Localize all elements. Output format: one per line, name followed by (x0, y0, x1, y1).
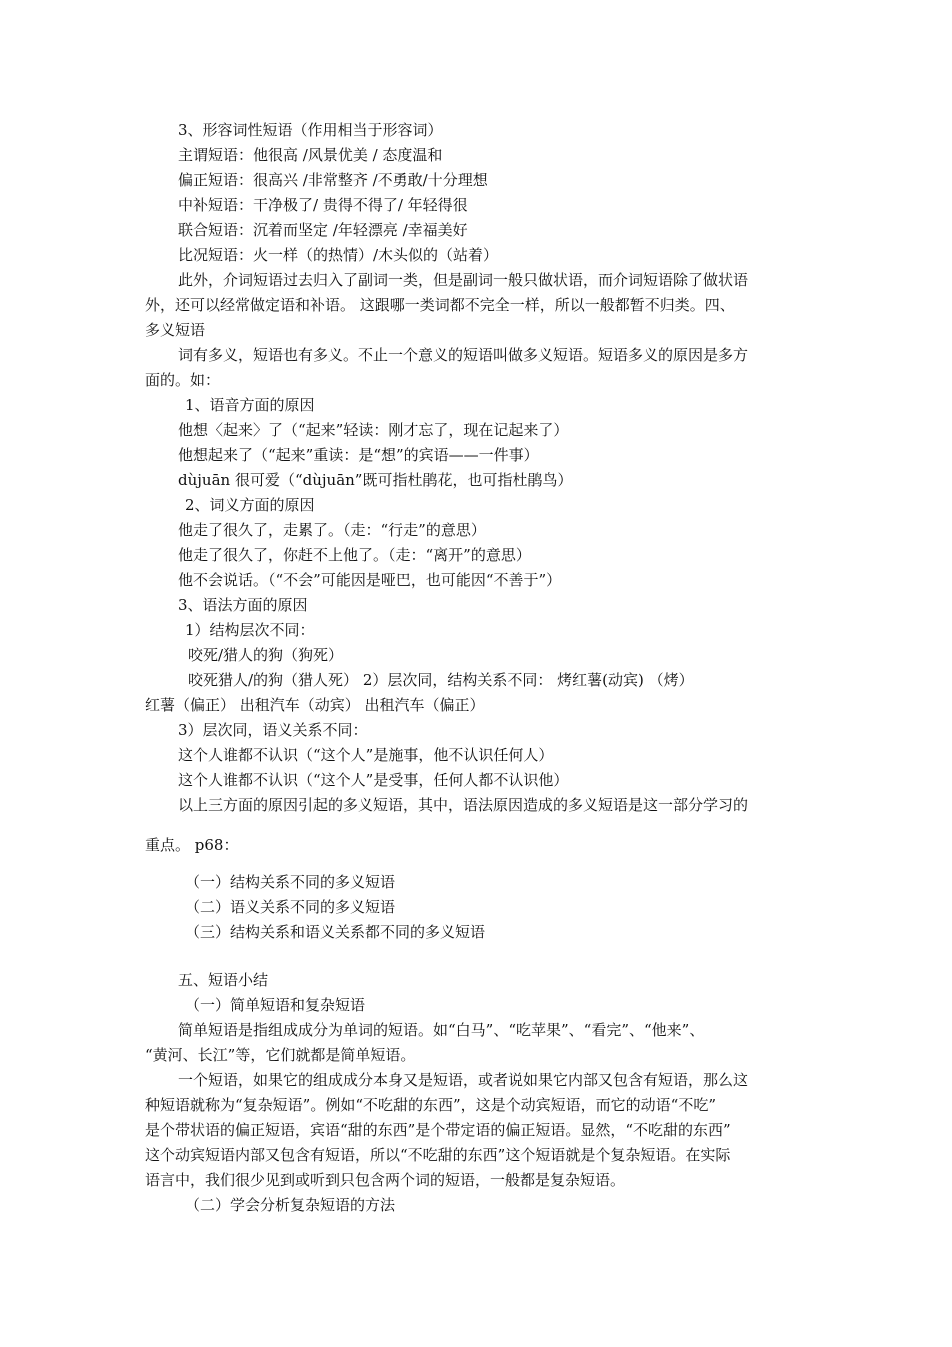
text-line: 这个动宾短语内部又包含有短语，所以“不吃甜的东西”这个短语就是个复杂短语。在实际 (145, 1146, 731, 1164)
section-heading: 多义短语 (145, 321, 206, 339)
text-line: 语言中，我们很少见到或听到只包含两个词的短语，一般都是复杂短语。 (145, 1171, 626, 1189)
text-line: 红薯（偏正） 出租汽车（动宾） 出租汽车（偏正） (145, 696, 485, 714)
text-line: 他想〈起来〉了（“起来”轻读：刚才忘了，现在记起来了） (178, 421, 569, 439)
text-line: 联合短语：沉着而坚定 /年轻漂亮 /幸福美好 (178, 221, 468, 239)
text-line: 一个短语，如果它的组成成分本身又是短语，或者说如果它内部又包含有短语，那么这 (178, 1071, 749, 1089)
text-line: 咬死猎人/的狗（猎人死） 2）层次同，结构关系不同： 烤红薯(动宾) （烤） (188, 671, 694, 689)
list-item: （一）结构关系不同的多义短语 (185, 873, 396, 891)
subheading: 3、语法方面的原因 (178, 596, 308, 614)
subheading: 2、词义方面的原因 (185, 496, 315, 514)
text-line: 种短语就称为“复杂短语”。例如“不吃甜的东西”，这是个动宾短语，而它的动语“不吃” (145, 1096, 717, 1114)
subheading: 1、语音方面的原因 (185, 396, 315, 414)
subheading: （一）简单短语和复杂短语 (185, 996, 366, 1014)
text-line: 3）层次同，语义关系不同： (178, 721, 368, 739)
text-line: 他不会说话。（“不会”可能因是哑巴，也可能因“不善于”） (178, 571, 562, 589)
text-line: 这个人谁都不认识（“这个人”是受事，任何人都不认识他） (178, 771, 569, 789)
text-line: 外，还可以经常做定语和补语。 这跟哪一类词都不完全一样，所以一般都暂不归类。四、 (145, 296, 735, 314)
text-line: dùjuān 很可爱（“dùjuān”既可指杜鹃花，也可指杜鹃鸟） (178, 471, 573, 489)
text-line: 咬死/猎人的狗（狗死） (188, 646, 344, 664)
text-line: 中补短语：干净极了/ 贵得不得了/ 年轻得很 (178, 196, 468, 214)
text-line: 简单短语是指组成成分为单词的短语。如“白马”、“吃苹果”、“看完”、“他来”、 (178, 1021, 705, 1039)
text-line: 主谓短语：他很高 /风景优美 / 态度温和 (178, 146, 443, 164)
text-line: 他想起来了（“起来”重读：是“想”的宾语——一件事） (178, 446, 539, 464)
text-line: 词有多义，短语也有多义。不止一个意义的短语叫做多义短语。短语多义的原因是多方 (178, 346, 749, 364)
list-item: （二）语义关系不同的多义短语 (185, 898, 396, 916)
text-line: 3、形容词性短语（作用相当于形容词） (178, 121, 443, 139)
text-line: 他走了很久了，你赶不上他了。（走：“离开”的意思） (178, 546, 531, 564)
text-line: 以上三方面的原因引起的多义短语，其中，语法原因造成的多义短语是这一部分学习的 (178, 796, 749, 814)
text-line: 他走了很久了，走累了。（走：“行走”的意思） (178, 521, 486, 539)
subheading: （二）学会分析复杂短语的方法 (185, 1196, 396, 1214)
text-line: “黄河、长江”等，它们就都是简单短语。 (145, 1046, 416, 1064)
list-item: （三）结构关系和语义关系都不同的多义短语 (185, 923, 486, 941)
text-line: 重点。 p68： (145, 836, 239, 854)
text-line: 此外，介词短语过去归入了副词一类，但是副词一般只做状语，而介词短语除了做状语 (178, 271, 749, 289)
text-line: 偏正短语：很高兴 /非常整齐 /不勇敢/十分理想 (178, 171, 488, 189)
section-heading: 五、短语小结 (178, 971, 269, 989)
text-line: 1）结构层次不同： (185, 621, 315, 639)
text-line: 这个人谁都不认识（“这个人”是施事，他不认识任何人） (178, 746, 554, 764)
text-line: 比况短语：火一样（的热情）/木头似的（站着） (178, 246, 499, 264)
text-line: 面的。如： (145, 371, 221, 389)
text-line: 是个带状语的偏正短语，宾语“甜的东西”是个带定语的偏正短语。显然，“不吃甜的东西” (145, 1121, 731, 1139)
